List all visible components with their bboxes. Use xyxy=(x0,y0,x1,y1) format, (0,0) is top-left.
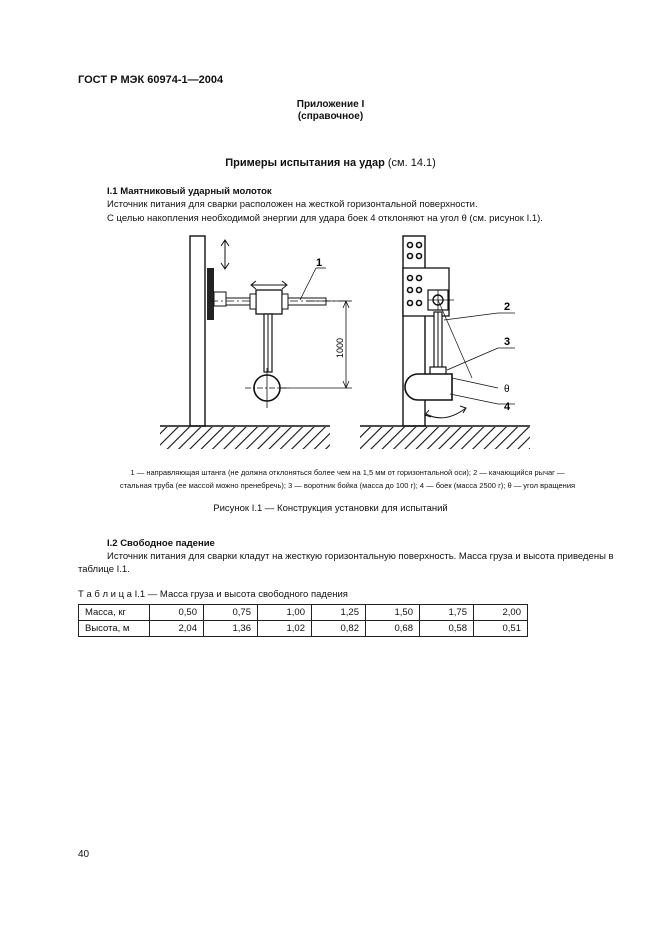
section-title-bold: Примеры испытания на удар xyxy=(225,157,385,169)
table-cell: 1,50 xyxy=(366,605,420,621)
table-row xyxy=(79,605,528,621)
page-number: 40 xyxy=(78,849,90,860)
legend-line-1: 1 — направляющая штанга (не должна отклоняться более чем на 1,5 мм от горизонтальной оси); 2 — качающийся рычаг — xyxy=(130,468,565,477)
callout-3: 3 xyxy=(504,336,511,348)
section-title xyxy=(0,157,661,169)
table-cell: 1,25 xyxy=(312,605,366,621)
legend-line-2: стальная труба (ее массой можно пренебречь); 3 — воротник бойка (масса до 100 г); 4 — боек (масса 2500 г); θ — угол вращения xyxy=(119,481,576,490)
table-cell: 1,75 xyxy=(420,605,474,621)
row-label-height: Высота, м xyxy=(79,621,150,637)
table-caption: Т а б л и ц а I.1 — Масса груза и высота свободного падения xyxy=(78,589,348,600)
rotation-arrow-icon xyxy=(426,408,466,418)
right-assembly xyxy=(360,236,530,449)
paragraph-2: Источник питания для сварки кладут на жесткую горизонтальную поверхность. Масса груза и высота приведены в таблице I.1. xyxy=(78,551,614,575)
subsection-heading-2: I.2 Свободное падение xyxy=(107,538,215,549)
appendix-title xyxy=(0,99,661,123)
left-vertical-post xyxy=(190,236,205,426)
paragraph-1-line-1: Источник питания для сварки расположен на жесткой горизонтальной поверхности. xyxy=(107,199,478,210)
left-mount-plate xyxy=(207,268,214,320)
section-title-ref: (см. 14.1) xyxy=(384,157,436,169)
figure-caption: Рисунок I.1 — Конструкция установки для испытаний xyxy=(213,503,448,514)
mass-height-table xyxy=(78,604,528,637)
callout-1: 1 xyxy=(316,257,323,269)
callout-theta-leader xyxy=(452,378,498,388)
left-clamp xyxy=(214,292,226,306)
callout-4-leader xyxy=(450,394,498,404)
table-cell: 0,68 xyxy=(366,621,420,637)
table-cell: 2,00 xyxy=(474,605,528,621)
row-label-mass: Масса, кг xyxy=(79,605,150,621)
table-cell: 1,02 xyxy=(258,621,312,637)
callout-1-leader xyxy=(300,268,316,300)
table-row xyxy=(79,621,528,637)
appendix-label: Приложение I xyxy=(296,99,365,110)
callout-2: 2 xyxy=(504,301,511,313)
slider-block xyxy=(256,290,282,314)
table-cell: 0,58 xyxy=(420,621,474,637)
dimension-label: 1000 xyxy=(335,337,345,359)
figure-legend xyxy=(70,466,625,492)
callout-4: 4 xyxy=(504,401,511,413)
appendix-subtitle: (справочное) xyxy=(297,111,364,122)
right-ground-hatch xyxy=(360,427,530,449)
callout-3-leader xyxy=(447,348,498,370)
callout-theta: θ xyxy=(504,384,510,395)
left-assembly xyxy=(160,236,352,449)
table-cell: 2,04 xyxy=(150,621,204,637)
paragraph-1-line-2: С целью накопления необходимой энергии для удара боек 4 отклоняют на угол θ (см. рисунок I.1). xyxy=(107,213,543,224)
table-cell: 1,00 xyxy=(258,605,312,621)
subsection-heading-1: I.1 Маятниковый ударный молоток xyxy=(107,186,272,197)
table-cell: 0,51 xyxy=(474,621,528,637)
left-ground-hatch xyxy=(160,427,330,449)
table-cell: 0,50 xyxy=(150,605,204,621)
table-cell: 0,82 xyxy=(312,621,366,637)
document-header: ГОСТ Р МЭК 60974-1—2004 xyxy=(78,74,224,86)
test-setup-figure xyxy=(150,228,530,464)
callout-2-leader xyxy=(444,313,498,320)
striker-head xyxy=(405,374,452,400)
table-cell: 0,75 xyxy=(204,605,258,621)
table-cell: 1,36 xyxy=(204,621,258,637)
